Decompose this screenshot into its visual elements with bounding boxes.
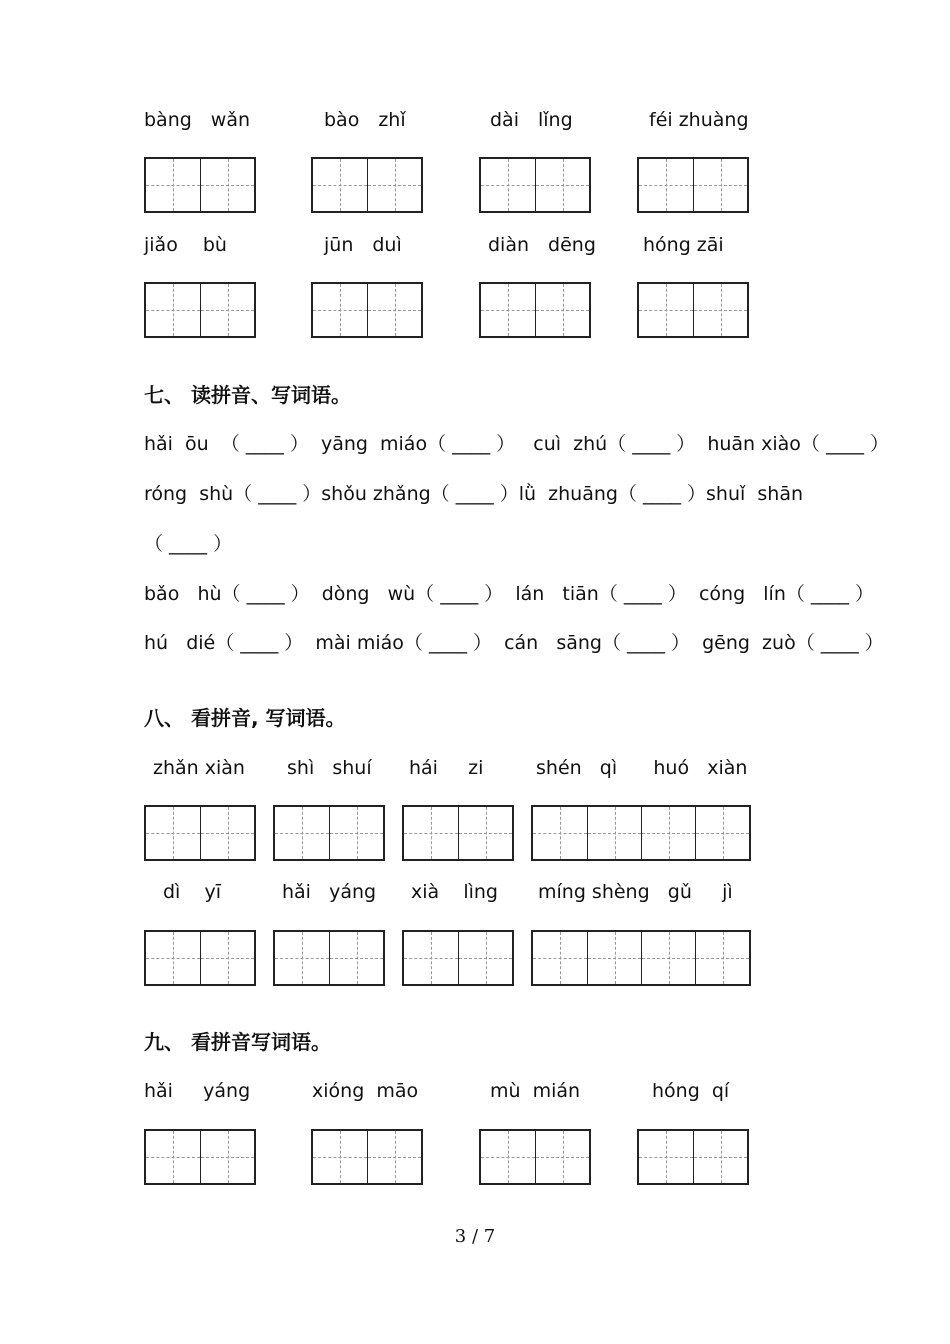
writing-grid[interactable] bbox=[637, 282, 749, 338]
fill-blank-line[interactable]: bǎo hù（ ____ ） dòng wù（ ____ ） lán tiān（ ____ ） cóng lín（ ____ ） bbox=[144, 583, 874, 605]
writing-grid[interactable] bbox=[311, 157, 423, 213]
writing-grid[interactable] bbox=[144, 805, 256, 861]
pinyin-label: jiǎo bù bbox=[144, 234, 227, 256]
grid-cell[interactable] bbox=[200, 1131, 254, 1183]
writing-grid[interactable] bbox=[479, 282, 591, 338]
fill-blank-line[interactable]: róng shù（ ____ ）shǒu zhǎng（ ____ ）lǜ zhuāng（ ____ ）shuǐ shān bbox=[144, 483, 803, 505]
writing-grid[interactable] bbox=[311, 282, 423, 338]
pinyin-label: bào zhǐ bbox=[324, 109, 406, 131]
grid-cell[interactable] bbox=[535, 1131, 589, 1183]
section-heading: 七、 读拼音、写词语。 bbox=[144, 383, 351, 407]
writing-grid[interactable] bbox=[144, 1129, 256, 1185]
writing-grid[interactable] bbox=[144, 157, 256, 213]
pinyin-label: hóng qí bbox=[652, 1080, 730, 1102]
writing-grid[interactable] bbox=[144, 930, 256, 986]
pinyin-label: xià lìng bbox=[411, 881, 498, 903]
grid-cell[interactable] bbox=[481, 1131, 535, 1183]
pinyin-label: hóng zāi bbox=[643, 234, 724, 256]
pinyin-label: hǎi yáng bbox=[144, 1080, 251, 1102]
section-heading: 九、 看拼音写词语。 bbox=[144, 1030, 331, 1054]
grid-cell[interactable] bbox=[146, 932, 200, 984]
writing-grid[interactable] bbox=[531, 930, 751, 986]
grid-cell[interactable] bbox=[535, 159, 589, 211]
grid-cell[interactable] bbox=[533, 807, 587, 859]
pinyin-label: hái zi bbox=[409, 757, 484, 779]
fill-blank-line[interactable]: hú dié（ ____ ） mài miáo（ ____ ） cán sāng（ ____ ） gēng zuò（ ____ ） bbox=[144, 632, 884, 654]
grid-cell[interactable] bbox=[329, 932, 383, 984]
grid-cell[interactable] bbox=[481, 284, 535, 336]
writing-grid[interactable] bbox=[479, 157, 591, 213]
grid-cell[interactable] bbox=[458, 932, 512, 984]
grid-cell[interactable] bbox=[641, 932, 695, 984]
grid-cell[interactable] bbox=[329, 807, 383, 859]
grid-cell[interactable] bbox=[695, 807, 749, 859]
pinyin-label: dì yī bbox=[163, 881, 222, 903]
grid-cell[interactable] bbox=[275, 932, 329, 984]
grid-cell[interactable] bbox=[695, 932, 749, 984]
writing-grid[interactable] bbox=[273, 930, 385, 986]
grid-cell[interactable] bbox=[200, 159, 254, 211]
writing-grid[interactable] bbox=[402, 805, 514, 861]
grid-cell[interactable] bbox=[693, 1131, 747, 1183]
grid-cell[interactable] bbox=[313, 159, 367, 211]
writing-grid[interactable] bbox=[273, 805, 385, 861]
pinyin-label: hǎi yáng bbox=[282, 881, 377, 903]
grid-cell[interactable] bbox=[458, 807, 512, 859]
grid-cell[interactable] bbox=[404, 932, 458, 984]
grid-cell[interactable] bbox=[146, 159, 200, 211]
grid-cell[interactable] bbox=[533, 932, 587, 984]
grid-cell[interactable] bbox=[367, 284, 421, 336]
pinyin-label: shì shuí bbox=[287, 757, 372, 779]
writing-grid[interactable] bbox=[402, 930, 514, 986]
writing-grid[interactable] bbox=[637, 157, 749, 213]
pinyin-label: jūn duì bbox=[324, 234, 402, 256]
pinyin-label: mù mián bbox=[490, 1080, 581, 1102]
pinyin-label: féi zhuàng bbox=[649, 109, 749, 131]
fill-blank-line[interactable]: hǎi ōu （ ____ ） yāng miáo（ ____ ） cuì zhú（ ____ ） huān xiào（ ____ ） bbox=[144, 433, 890, 455]
grid-cell[interactable] bbox=[200, 807, 254, 859]
pinyin-label: bàng wǎn bbox=[144, 109, 251, 131]
grid-cell[interactable] bbox=[275, 807, 329, 859]
fill-blank-line[interactable]: （ ____ ） bbox=[144, 533, 233, 555]
grid-cell[interactable] bbox=[639, 1131, 693, 1183]
pinyin-label: xióng māo bbox=[312, 1080, 419, 1102]
grid-cell[interactable] bbox=[200, 284, 254, 336]
grid-cell[interactable] bbox=[200, 932, 254, 984]
grid-cell[interactable] bbox=[404, 807, 458, 859]
section-heading: 八、 看拼音, 写词语。 bbox=[144, 706, 346, 730]
pinyin-label: dài lǐng bbox=[490, 109, 573, 131]
pinyin-label: míng shèng gǔ jì bbox=[538, 881, 733, 903]
grid-cell[interactable] bbox=[367, 1131, 421, 1183]
pinyin-label: diàn dēng bbox=[488, 234, 596, 256]
grid-cell[interactable] bbox=[535, 284, 589, 336]
grid-cell[interactable] bbox=[639, 159, 693, 211]
grid-cell[interactable] bbox=[367, 159, 421, 211]
grid-cell[interactable] bbox=[639, 284, 693, 336]
pinyin-label: shén qì huó xiàn bbox=[536, 757, 748, 779]
grid-cell[interactable] bbox=[693, 159, 747, 211]
grid-cell[interactable] bbox=[693, 284, 747, 336]
grid-cell[interactable] bbox=[587, 932, 641, 984]
grid-cell[interactable] bbox=[587, 807, 641, 859]
grid-cell[interactable] bbox=[146, 1131, 200, 1183]
grid-cell[interactable] bbox=[313, 1131, 367, 1183]
grid-cell[interactable] bbox=[481, 159, 535, 211]
writing-grid[interactable] bbox=[637, 1129, 749, 1185]
grid-cell[interactable] bbox=[146, 807, 200, 859]
grid-cell[interactable] bbox=[146, 284, 200, 336]
writing-grid[interactable] bbox=[144, 282, 256, 338]
grid-cell[interactable] bbox=[641, 807, 695, 859]
grid-cell[interactable] bbox=[313, 284, 367, 336]
pinyin-label: zhǎn xiàn bbox=[153, 757, 245, 779]
writing-grid[interactable] bbox=[531, 805, 751, 861]
writing-grid[interactable] bbox=[311, 1129, 423, 1185]
page-number: 3 / 7 bbox=[454, 1226, 496, 1247]
writing-grid[interactable] bbox=[479, 1129, 591, 1185]
